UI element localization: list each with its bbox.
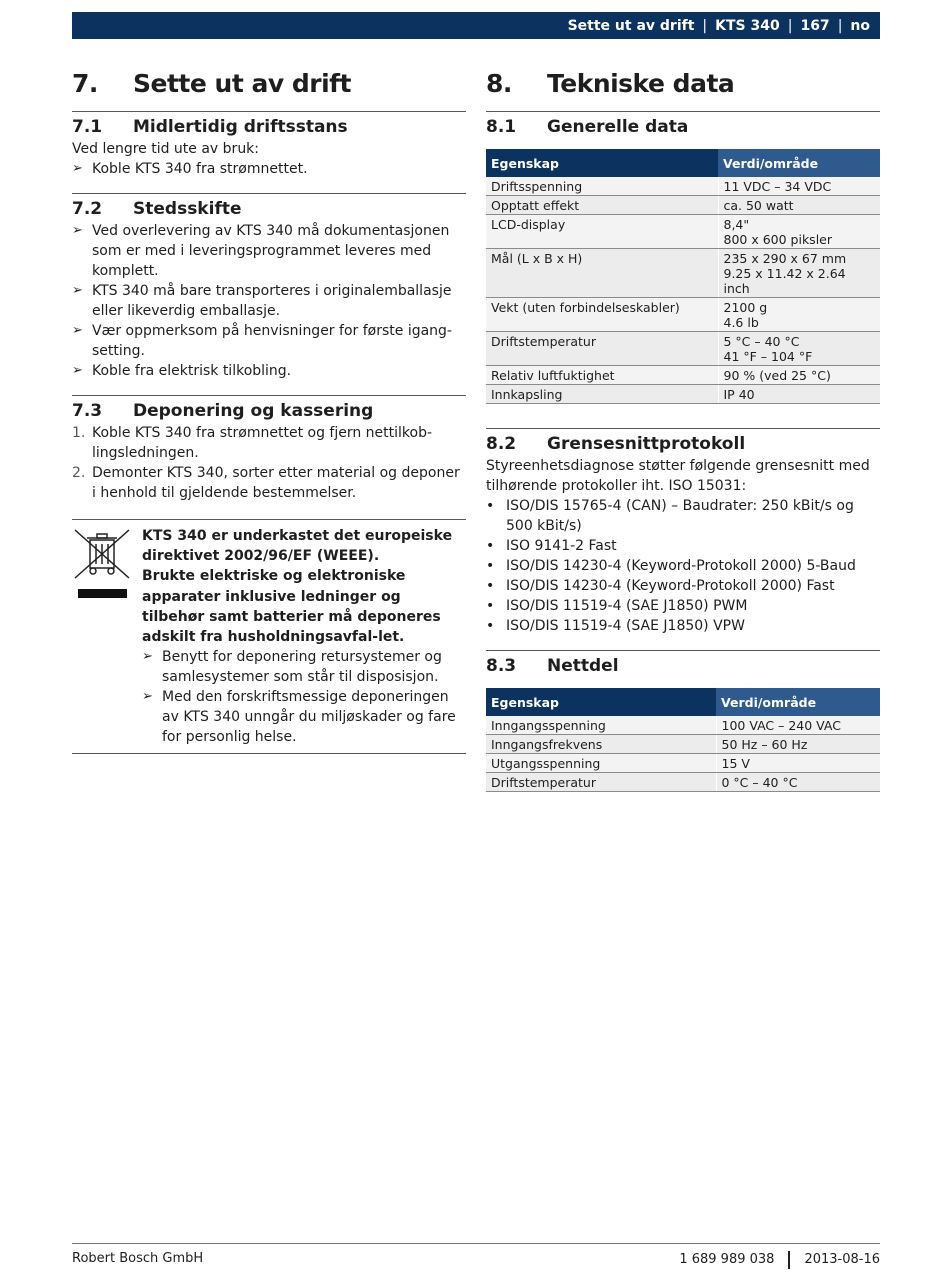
table-row (486, 177, 880, 196)
list-item-text: Koble fra elektrisk tilkobling. (92, 363, 292, 379)
table-row (486, 716, 880, 735)
list-item-text: Benytt for deponering retursystemer og samlesystemer som står til disposisjon. (162, 649, 442, 686)
numbered-item (72, 423, 466, 463)
section-title: Nettdel (547, 656, 619, 676)
list-item (486, 536, 880, 556)
numbered-item (72, 463, 466, 503)
table-cell-property: Driftsspenning (486, 177, 718, 196)
list-item (142, 687, 466, 747)
table-header-cell: Egenskap (486, 688, 716, 716)
section-heading (72, 117, 466, 137)
table-cell-value: 11 VDC – 34 VDC (718, 177, 880, 196)
arrow-bullet-icon: ➢ (72, 283, 83, 298)
list-item (486, 596, 880, 616)
arrow-bullet-icon: ➢ (72, 323, 83, 338)
table-header-row (486, 688, 880, 716)
header-separator: | (787, 17, 793, 34)
table-cell-value: 50 Hz – 60 Hz (716, 735, 880, 754)
weee-text (142, 526, 466, 747)
arrow-bullet-icon: ➢ (72, 363, 83, 378)
general-data-table (486, 149, 880, 404)
list-item (72, 221, 466, 281)
list-item-text: Vær oppmerksom på henvisninger for første igang-setting. (92, 323, 452, 359)
table-cell-value: 8,4" 800 x 600 piksler (718, 215, 880, 249)
table-cell-property: Driftstemperatur (486, 773, 716, 792)
list-item (486, 556, 880, 576)
table-header-cell: Verdi/område (716, 688, 880, 716)
weee-notice (72, 519, 466, 754)
item-number: 2. (72, 465, 86, 481)
table-header-cell: Verdi/område (718, 149, 880, 177)
list-item-text: Med den forskriftsmessige deponeringen av KTS 340 unngår du miljøskader og fare for personlig helse. (162, 689, 456, 746)
table-header-cell: Egenskap (486, 149, 718, 177)
table-cell-property: Opptatt effekt (486, 196, 718, 215)
list-item-text: Koble KTS 340 fra strømnettet og fjern nettilkob-lingsledningen. (92, 425, 433, 461)
table-row (486, 366, 880, 385)
list-item-text: ISO/DIS 14230-4 (Keyword-Protokoll 2000) 5-Baud (506, 558, 856, 574)
section-heading (486, 656, 880, 676)
table-cell-property: Innkapsling (486, 385, 718, 404)
arrow-bullet-icon: ➢ (142, 649, 153, 665)
table-row (486, 754, 880, 773)
footer-doc-number: 1 689 989 038 (679, 1252, 775, 1267)
section-8-3 (486, 650, 880, 792)
footer-date: 2013-08-16 (804, 1252, 880, 1267)
table-header-row (486, 149, 880, 177)
section-number: 8.1 (486, 117, 517, 137)
table-cell-value: 100 VAC – 240 VAC (716, 716, 880, 735)
arrow-bullet-icon: ➢ (72, 223, 83, 238)
page-header-bar (72, 12, 880, 39)
header-separator: | (837, 17, 843, 34)
table-row (486, 385, 880, 404)
list-item-text: ISO/DIS 15765-4 (CAN) – Baudrater: 250 kBit/s og 500 kBit/s) (506, 498, 854, 534)
bullet-icon: • (486, 558, 495, 574)
list-item-text: ISO/DIS 11519-4 (SAE J1850) VPW (506, 618, 745, 634)
table-cell-value: 235 x 290 x 67 mm 9.25 x 11.42 x 2.64 inch (718, 249, 880, 298)
table-cell-value: 90 % (ved 25 °C) (718, 366, 880, 385)
section-heading (486, 117, 880, 137)
arrow-bullet-icon: ➢ (72, 161, 83, 176)
table-cell-property: Vekt (uten forbindelseskabler) (486, 298, 718, 332)
section-heading (72, 401, 466, 421)
power-supply-table (486, 688, 880, 792)
header-language: no (850, 17, 870, 34)
section-intro: Styreenhetsdiagnose støtter følgende grensesnitt med tilhørende protokoller iht. ISO 15031: (486, 458, 870, 494)
section-heading (486, 434, 880, 454)
section-title: Generelle data (547, 117, 689, 137)
section-number: 7.2 (72, 199, 103, 219)
header-separator: | (702, 17, 708, 34)
list-item (72, 159, 466, 179)
footer-divider (72, 1243, 880, 1244)
list-item (486, 496, 880, 536)
chapter-title: Tekniske data (547, 68, 735, 98)
right-column (486, 64, 880, 792)
section-title: Grensesnittprotokoll (547, 434, 746, 454)
list-item-text: Demonter KTS 340, sorter etter material og deponer i henhold til gjeldende bestemmelser. (92, 465, 460, 501)
list-item (486, 616, 880, 636)
section-7-3 (72, 395, 466, 519)
list-item-text: ISO/DIS 14230-4 (Keyword-Protokoll 2000) Fast (506, 578, 835, 594)
table-cell-property: Relativ luftfuktighet (486, 366, 718, 385)
weee-disposal-text: Brukte elektriske og elektroniske apparater inklusive ledninger og tilbehør samt batterier må deponeres adskilt fra husholdningsavfal-let. (142, 568, 441, 646)
table-cell-property: Mål (L x B x H) (486, 249, 718, 298)
table-cell-value: ca. 50 watt (718, 196, 880, 215)
table-row (486, 332, 880, 366)
list-item-text: Ved overlevering av KTS 340 må dokumentasjonen som er med i leveringsprogrammet leveres med komplett. (92, 223, 450, 279)
list-item (72, 281, 466, 321)
section-number: 7.1 (72, 117, 103, 137)
list-item-text: ISO 9141-2 Fast (506, 538, 617, 554)
header-section: Sette ut av drift (567, 17, 695, 34)
table-cell-property: Inngangsspenning (486, 716, 716, 735)
table-cell-value: 5 °C – 40 °C 41 °F – 104 °F (718, 332, 880, 366)
section-7-2 (72, 193, 466, 395)
table-cell-property: Utgangsspenning (486, 754, 716, 773)
list-item-text: Koble KTS 340 fra strømnettet. (92, 161, 308, 177)
section-8-1 (486, 111, 880, 428)
table-cell-value: 15 V (716, 754, 880, 773)
table-cell-value: 0 °C – 40 °C (716, 773, 880, 792)
chapter-8-heading (486, 64, 880, 102)
footer-company: Robert Bosch GmbH (72, 1251, 204, 1266)
arrow-bullet-icon: ➢ (142, 689, 153, 705)
section-title: Midlertidig driftsstans (133, 117, 348, 137)
footer-separator (788, 1251, 790, 1269)
table-row (486, 249, 880, 298)
bullet-icon: • (486, 578, 495, 594)
section-number: 7.3 (72, 401, 103, 421)
section-7-1 (72, 111, 466, 193)
table-cell-property: LCD-display (486, 215, 718, 249)
table-row (486, 735, 880, 754)
item-number: 1. (72, 425, 86, 441)
chapter-7-heading (72, 64, 466, 102)
chapter-title: Sette ut av drift (133, 68, 351, 98)
bullet-icon: • (486, 538, 495, 554)
footer-right (679, 1251, 880, 1269)
weee-directive-text: KTS 340 er underkastet det europeiske direktivet 2002/96/EF (WEEE). (142, 528, 453, 565)
table-cell-property: Driftstemperatur (486, 332, 718, 366)
section-number: 8.2 (486, 434, 517, 454)
list-item (72, 321, 466, 361)
list-item-text: ISO/DIS 11519-4 (SAE J1850) PWM (506, 598, 748, 614)
section-8-2 (486, 428, 880, 650)
table-row (486, 196, 880, 215)
list-item (142, 647, 466, 687)
bullet-icon: • (486, 618, 495, 634)
table-cell-property: Inngangsfrekvens (486, 735, 716, 754)
left-column (72, 64, 466, 754)
bullet-icon: • (486, 598, 495, 614)
section-title: Deponering og kassering (133, 401, 374, 421)
table-row (486, 773, 880, 792)
section-intro: Ved lengre tid ute av bruk: (72, 141, 260, 157)
chapter-number: 7. (72, 68, 98, 98)
list-item (486, 576, 880, 596)
chapter-number: 8. (486, 68, 512, 98)
table-row (486, 215, 880, 249)
section-heading (72, 199, 466, 219)
section-title: Stedsskifte (133, 199, 242, 219)
section-number: 8.3 (486, 656, 517, 676)
list-item-text: KTS 340 må bare transporteres i originalemballasje eller likeverdig emballasje. (92, 283, 452, 319)
header-page-number: 167 (800, 17, 830, 34)
table-cell-value: IP 40 (718, 385, 880, 404)
list-item (72, 361, 466, 381)
table-cell-value: 2100 g 4.6 lb (718, 298, 880, 332)
crossed-out-wheelie-bin-icon (72, 526, 142, 747)
header-product: KTS 340 (715, 17, 780, 34)
bullet-icon: • (486, 498, 495, 514)
table-row (486, 298, 880, 332)
